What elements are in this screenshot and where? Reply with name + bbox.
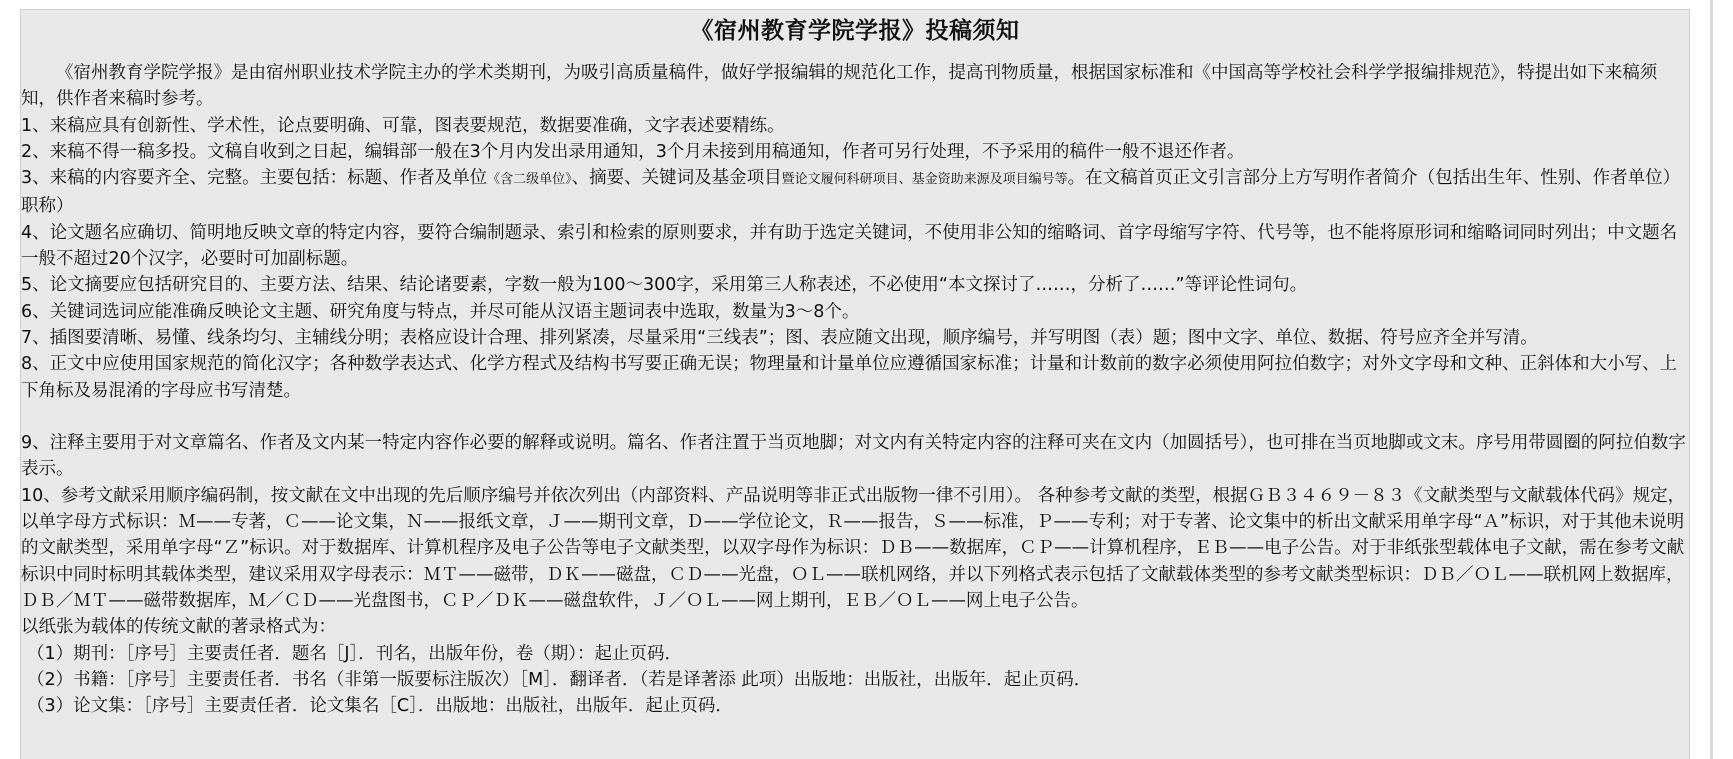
scrollbar[interactable] bbox=[1710, 0, 1713, 759]
format-journal: （1）期刊：［序号］主要责任者．题名［J］．刊名，出版年份，卷（期）：起止页码． bbox=[27, 643, 683, 664]
rule-3 bbox=[21, 165, 1686, 220]
rule-8: 8、正文中应使用国家规范的简化汉字；各种数学表达式、化学方程式及结构书写要正确无误；物理量和计量单位应遵循国家标准；计量和计数前的数字必须使用阿拉伯数字；对外文字母和文种、正斜体和大小写、上下角标及易混淆的字母应书写清楚。 bbox=[21, 354, 1678, 401]
rule-3-note-fund: 暨论文履何科研项目、基金资助来源及项目编号等 bbox=[781, 172, 1068, 188]
notice-document bbox=[20, 9, 1690, 759]
rule-3-part-e: 。在文稿首页正文引言部分上方写明作者简介（包括出生年、性别、作者单位）职称） bbox=[21, 168, 1681, 217]
intro-paragraph: 《宿州教育学院学报》是由宿州职业技术学院主办的学术类期刊，为吸引高质量稿件，做好学报编辑的规范化工作，提高刊物质量，根据国家标准和《中国高等学校社会科学学报编排规范》，特提出如下来稿须知，供作者来稿时参考。 bbox=[21, 63, 1658, 110]
rule-6: 6、关键词选词应能准确反映论文主题、研究角度与特点，并尽可能从汉语主题词表中选取，数量为3～8个。 bbox=[21, 301, 860, 322]
format-proceedings: （3）论文集：［序号］主要责任者．论文集名［C］．出版地：出版社，出版年．起止页码． bbox=[27, 696, 733, 717]
blank-line bbox=[21, 404, 1686, 430]
left-margin bbox=[0, 0, 20, 759]
rule-7: 7、插图要清晰、易懂、线条均匀、主辅线分明；表格应设计合理、排列紧凑，尽量采用“三线表”；图、表应随文出现，顺序编号，并写明图（表）题；图中文字、单位、数据、符号应齐全并写清。 bbox=[21, 327, 1538, 348]
document-body bbox=[21, 60, 1686, 719]
rule-3-part-c: 、摘要、关键词及基金项目 bbox=[571, 168, 782, 189]
page-title: 《宿州教育学院学报》投稿须知 bbox=[690, 18, 1020, 44]
rule-2: 2、来稿不得一稿多投。文稿自收到之日起，编辑部一般在3个月内发出录用通知，3个月未接到用稿通知，作者可另行处理，不予采用的稿件一般不退还作者。 bbox=[21, 141, 1245, 162]
formats-heading: 以纸张为载体的传统文献的著录格式为： bbox=[21, 617, 336, 638]
rule-9: 9、注释主要用于对文章篇名、作者及文内某一特定内容作必要的解释或说明。篇名、作者注置于当页地脚；对文内有关特定内容的注释可夹在文内（加圆括号），也可排在当页地脚或文末。序号用带圆圈的阿拉伯数字表示。 bbox=[21, 433, 1686, 480]
rule-1: 1、来稿应具有创新性、学术性，论点要明确、可靠，图表要规范，数据要准确，文字表述要精练。 bbox=[21, 115, 785, 136]
rule-4: 4、论文题名应确切、简明地反映文章的特定内容，要符合编制题录、索引和检索的原则要求，并有助于选定关键词，不使用非公知的缩略词、首字母缩写字符、代号等，也不能将原形词和缩略词同时列出；中文题名一般不超过20个汉字，必要时可加副标题。 bbox=[21, 222, 1678, 270]
rule-3-note-unit: 《含二级单位》 bbox=[487, 172, 572, 188]
rule-5: 5、论文摘要应包括研究目的、主要方法、结果、结论诸要素，字数一般为100～300字，采用第三人称表述，不必使用“本文探讨了……，分析了……”等评论性词句。 bbox=[21, 275, 1308, 296]
rule-3-part-a: 3、来稿的内容要齐全、完整。主要包括：标题、作者及单位 bbox=[21, 168, 488, 189]
format-book: （2）书籍：［序号］主要责任者．书名（非第一版要标注版次）［M］．翻译者．（若是译著添 此项）出版地：出版社，出版年．起止页码． bbox=[27, 669, 1092, 690]
rule-10: 10、参考文献采用顺序编码制，按文献在文中出现的先后顺序编号并依次列出（内部资料、产品说明等非正式出版物一律不引用）。 各种参考文献的类型，根据ＧＢ３４６９－８３《文献类型与文献载体代码》规定，以单字母方式标识：Ｍ——专著，Ｃ——论文集，Ｎ——报纸文章，Ｊ——期刊文章，Ｄ——学位论文，Ｒ——报告，Ｓ——标准，Ｐ——专利；对于专著、论文集中的析出文献采用单字母“Ａ”标识，对于其他未说明的文献类型，采用单字母“Ｚ”标识。对于数据库、计算机程序及电子公告等电子文献类型，以双字母作为标识：ＤＢ——数据库，ＣＰ——计算机程序，ＥＢ——电子公告。对于非纸张型载体电子文献，需在参考文献标识中同时标明其载体类型，建议采用双字母表示：ＭＴ——磁带，ＤＫ——磁盘，ＣＤ——光盘，ＯＬ——联机网络，并以下列格式表示包括了文献载体类型的参考文献类型标识：ＤＢ／ＯＬ——联机网上数据库，ＤＢ／ＭＴ——磁带数据库，Ｍ／ＣＤ——光盘图书，ＣＰ／ＤＫ——磁盘软件，Ｊ／ＯＬ——网上期刊，ＥＢ／ＯＬ——网上电子公告。 bbox=[21, 485, 1686, 611]
